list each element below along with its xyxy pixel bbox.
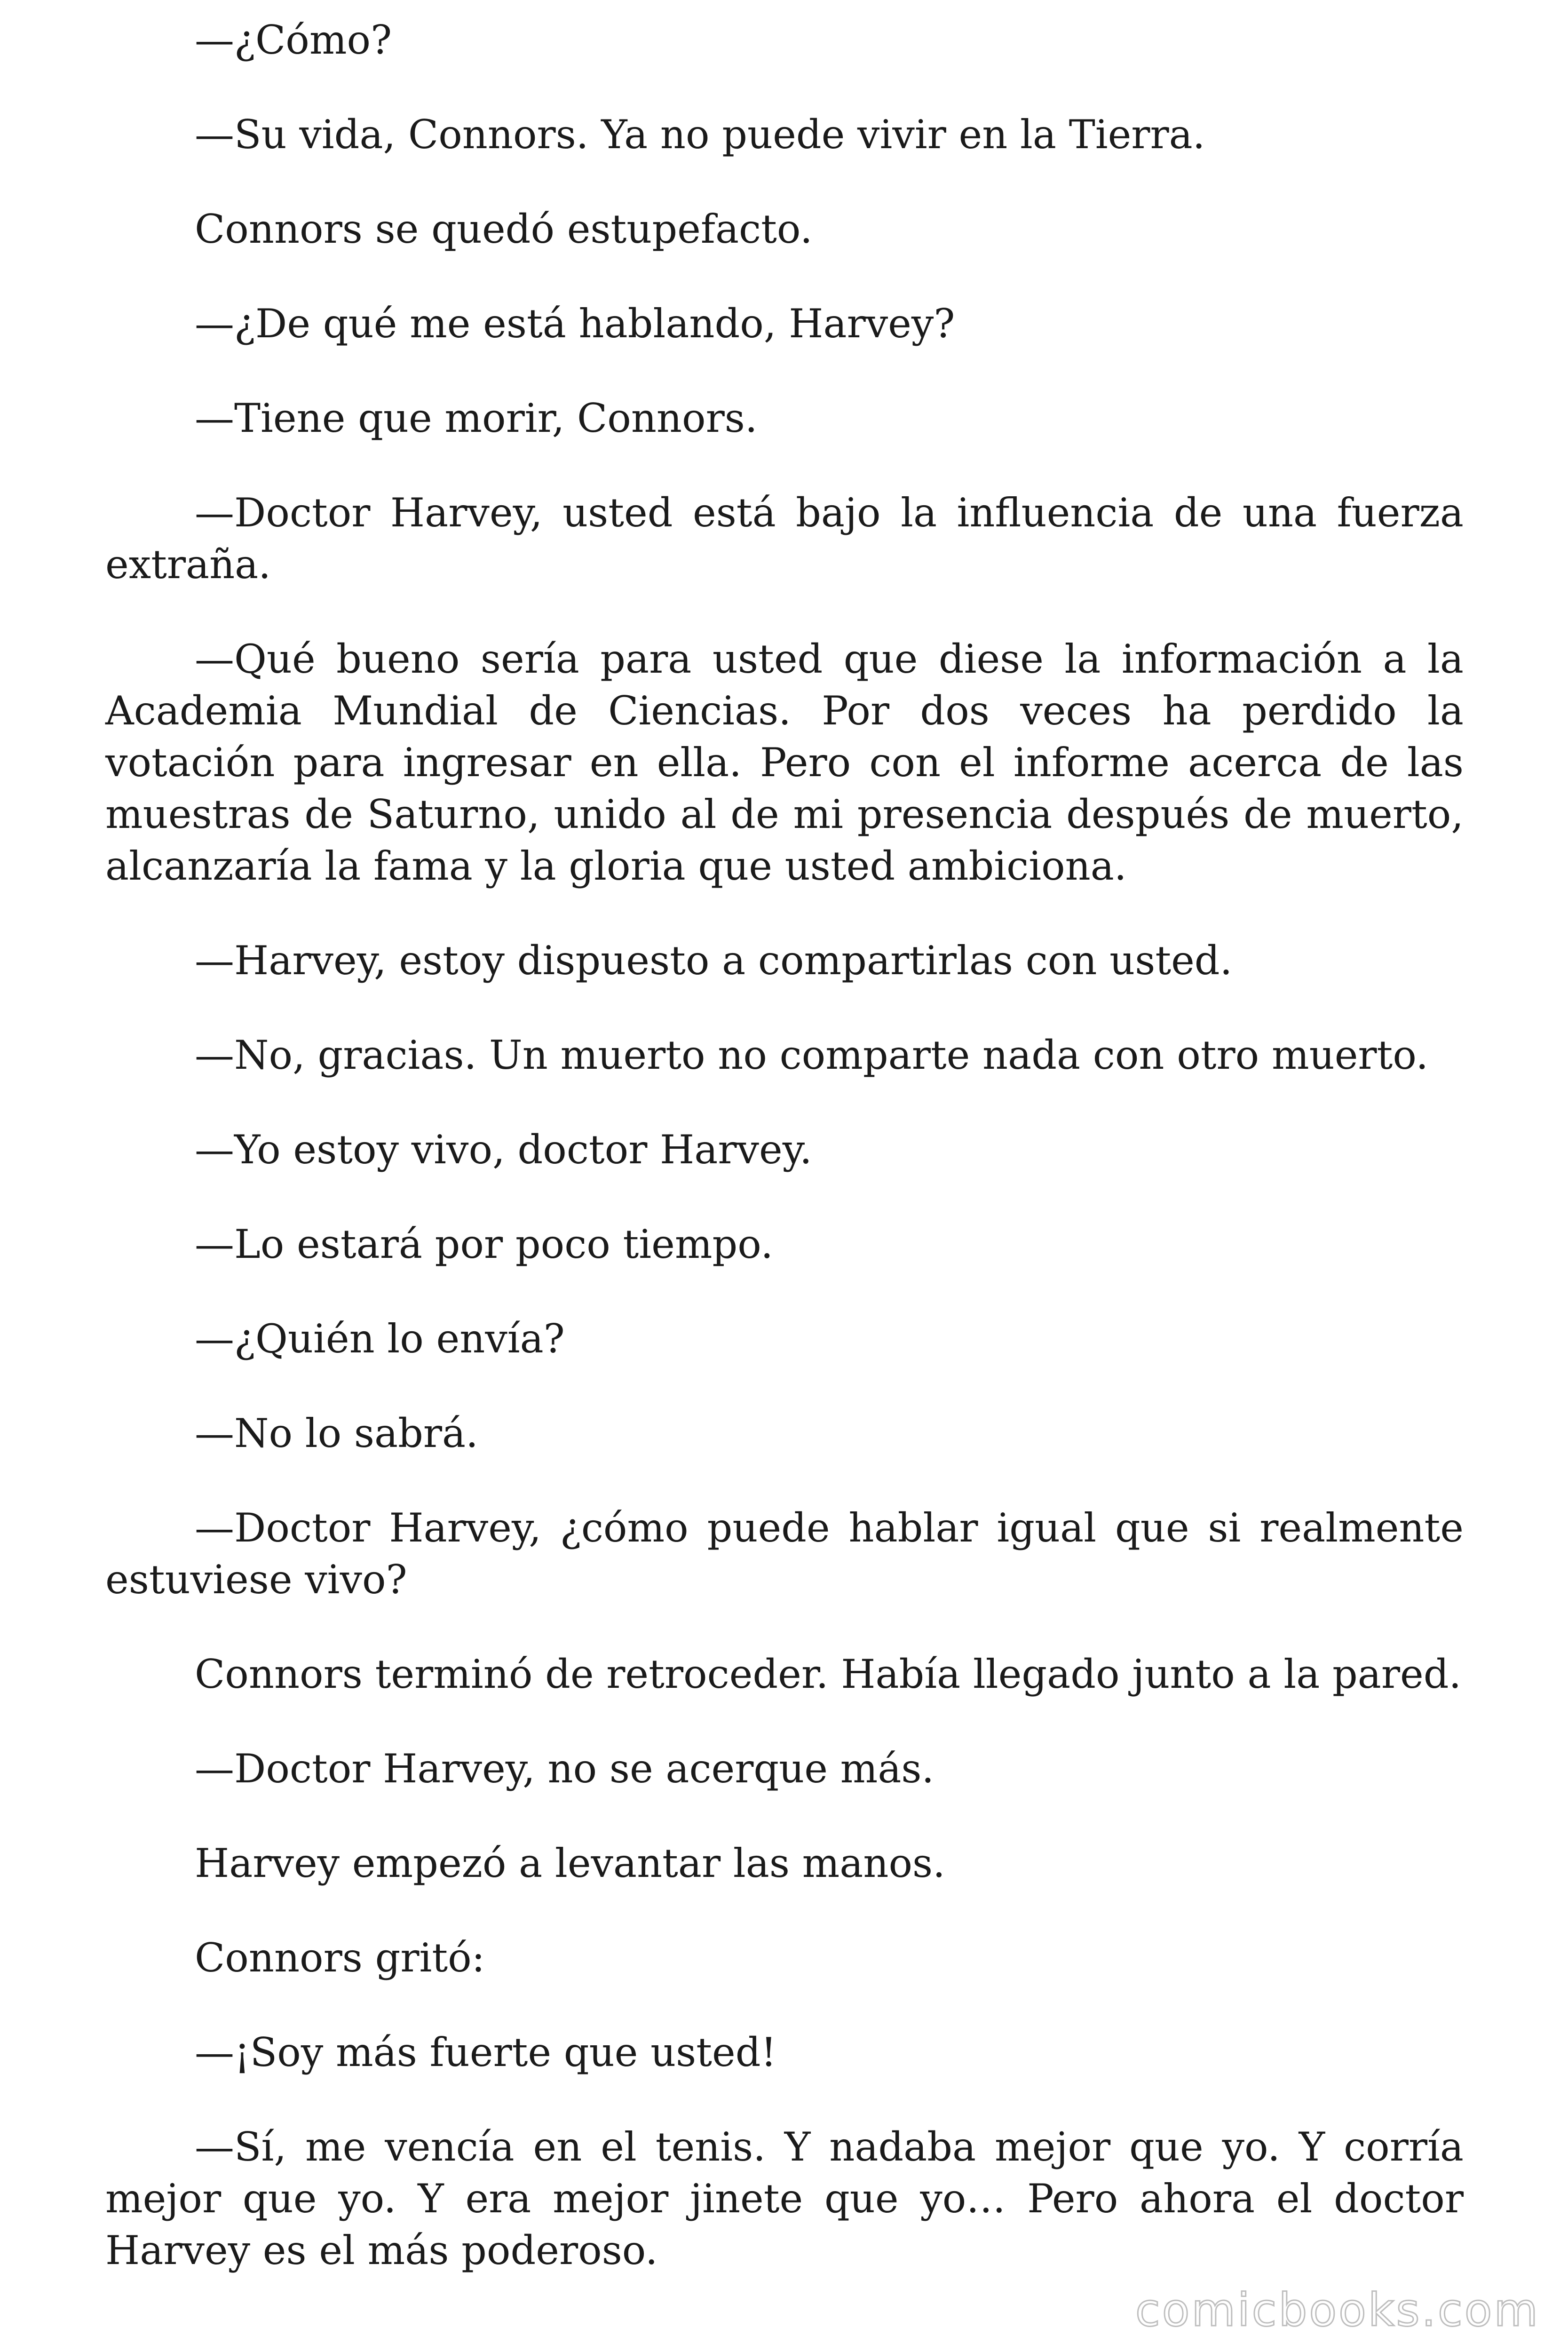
paragraph: Connors se quedó estupefacto. — [195, 206, 813, 252]
paragraph: —Su vida, Connors. Ya no puede vivir en la Tierra. — [195, 111, 1205, 158]
paragraph: —Yo estoy vivo, doctor Harvey. — [195, 1127, 812, 1173]
paragraph: —¿De qué me está hablando, Harvey? — [195, 301, 955, 347]
paragraph: —Doctor Harvey, ¿cómo puede hablar igual que si realmente estuviese vivo? — [105, 1505, 1464, 1603]
paragraph: Harvey empezó a levantar las manos. — [195, 1840, 945, 1886]
paragraph: —Lo estará por poco tiempo. — [195, 1221, 774, 1267]
paragraph: —¿Quién lo envía? — [195, 1316, 565, 1362]
paragraph: —¿Cómo? — [195, 17, 392, 63]
paragraph: —Doctor Harvey, usted está bajo la influencia de una fuerza extraña. — [105, 490, 1464, 588]
text-column — [105, 14, 1464, 2319]
paragraph: —Sí, me vencía en el tenis. Y nadaba mejor que yo. Y corría mejor que yo. Y era mejor jinete que yo… Pero ahora el doctor Harvey es el más poderoso. — [105, 2124, 1464, 2273]
paragraph: —Doctor Harvey, no se acerque más. — [195, 1746, 934, 1792]
paragraph: —No lo sabrá. — [195, 1410, 478, 1456]
paragraph: Connors terminó de retroceder. Había llegado junto a la pared. — [195, 1651, 1462, 1697]
paragraph: —Qué bueno sería para usted que diese la información a la Academia Mundial de Ciencias. Por dos veces ha perdido la votación para ingresar en ella. Pero con el informe acerca de las muestras de Saturno, unido al de mi presencia después de muerto, alcanzaría la fama y la gloria que usted ambiciona. — [105, 636, 1464, 889]
paragraph: —¡Soy más fuerte que usted! — [195, 2029, 777, 2075]
paragraph: Connors gritó: — [195, 1935, 485, 1981]
paragraph: —No, gracias. Un muerto no comparte nada con otro muerto. — [195, 1032, 1429, 1078]
paragraph: —Harvey, estoy dispuesto a compartirlas con usted. — [195, 938, 1233, 984]
paragraph: —Tiene que morir, Connors. — [195, 395, 758, 441]
watermark-text: comicbooks.com — [1135, 2284, 1540, 2336]
